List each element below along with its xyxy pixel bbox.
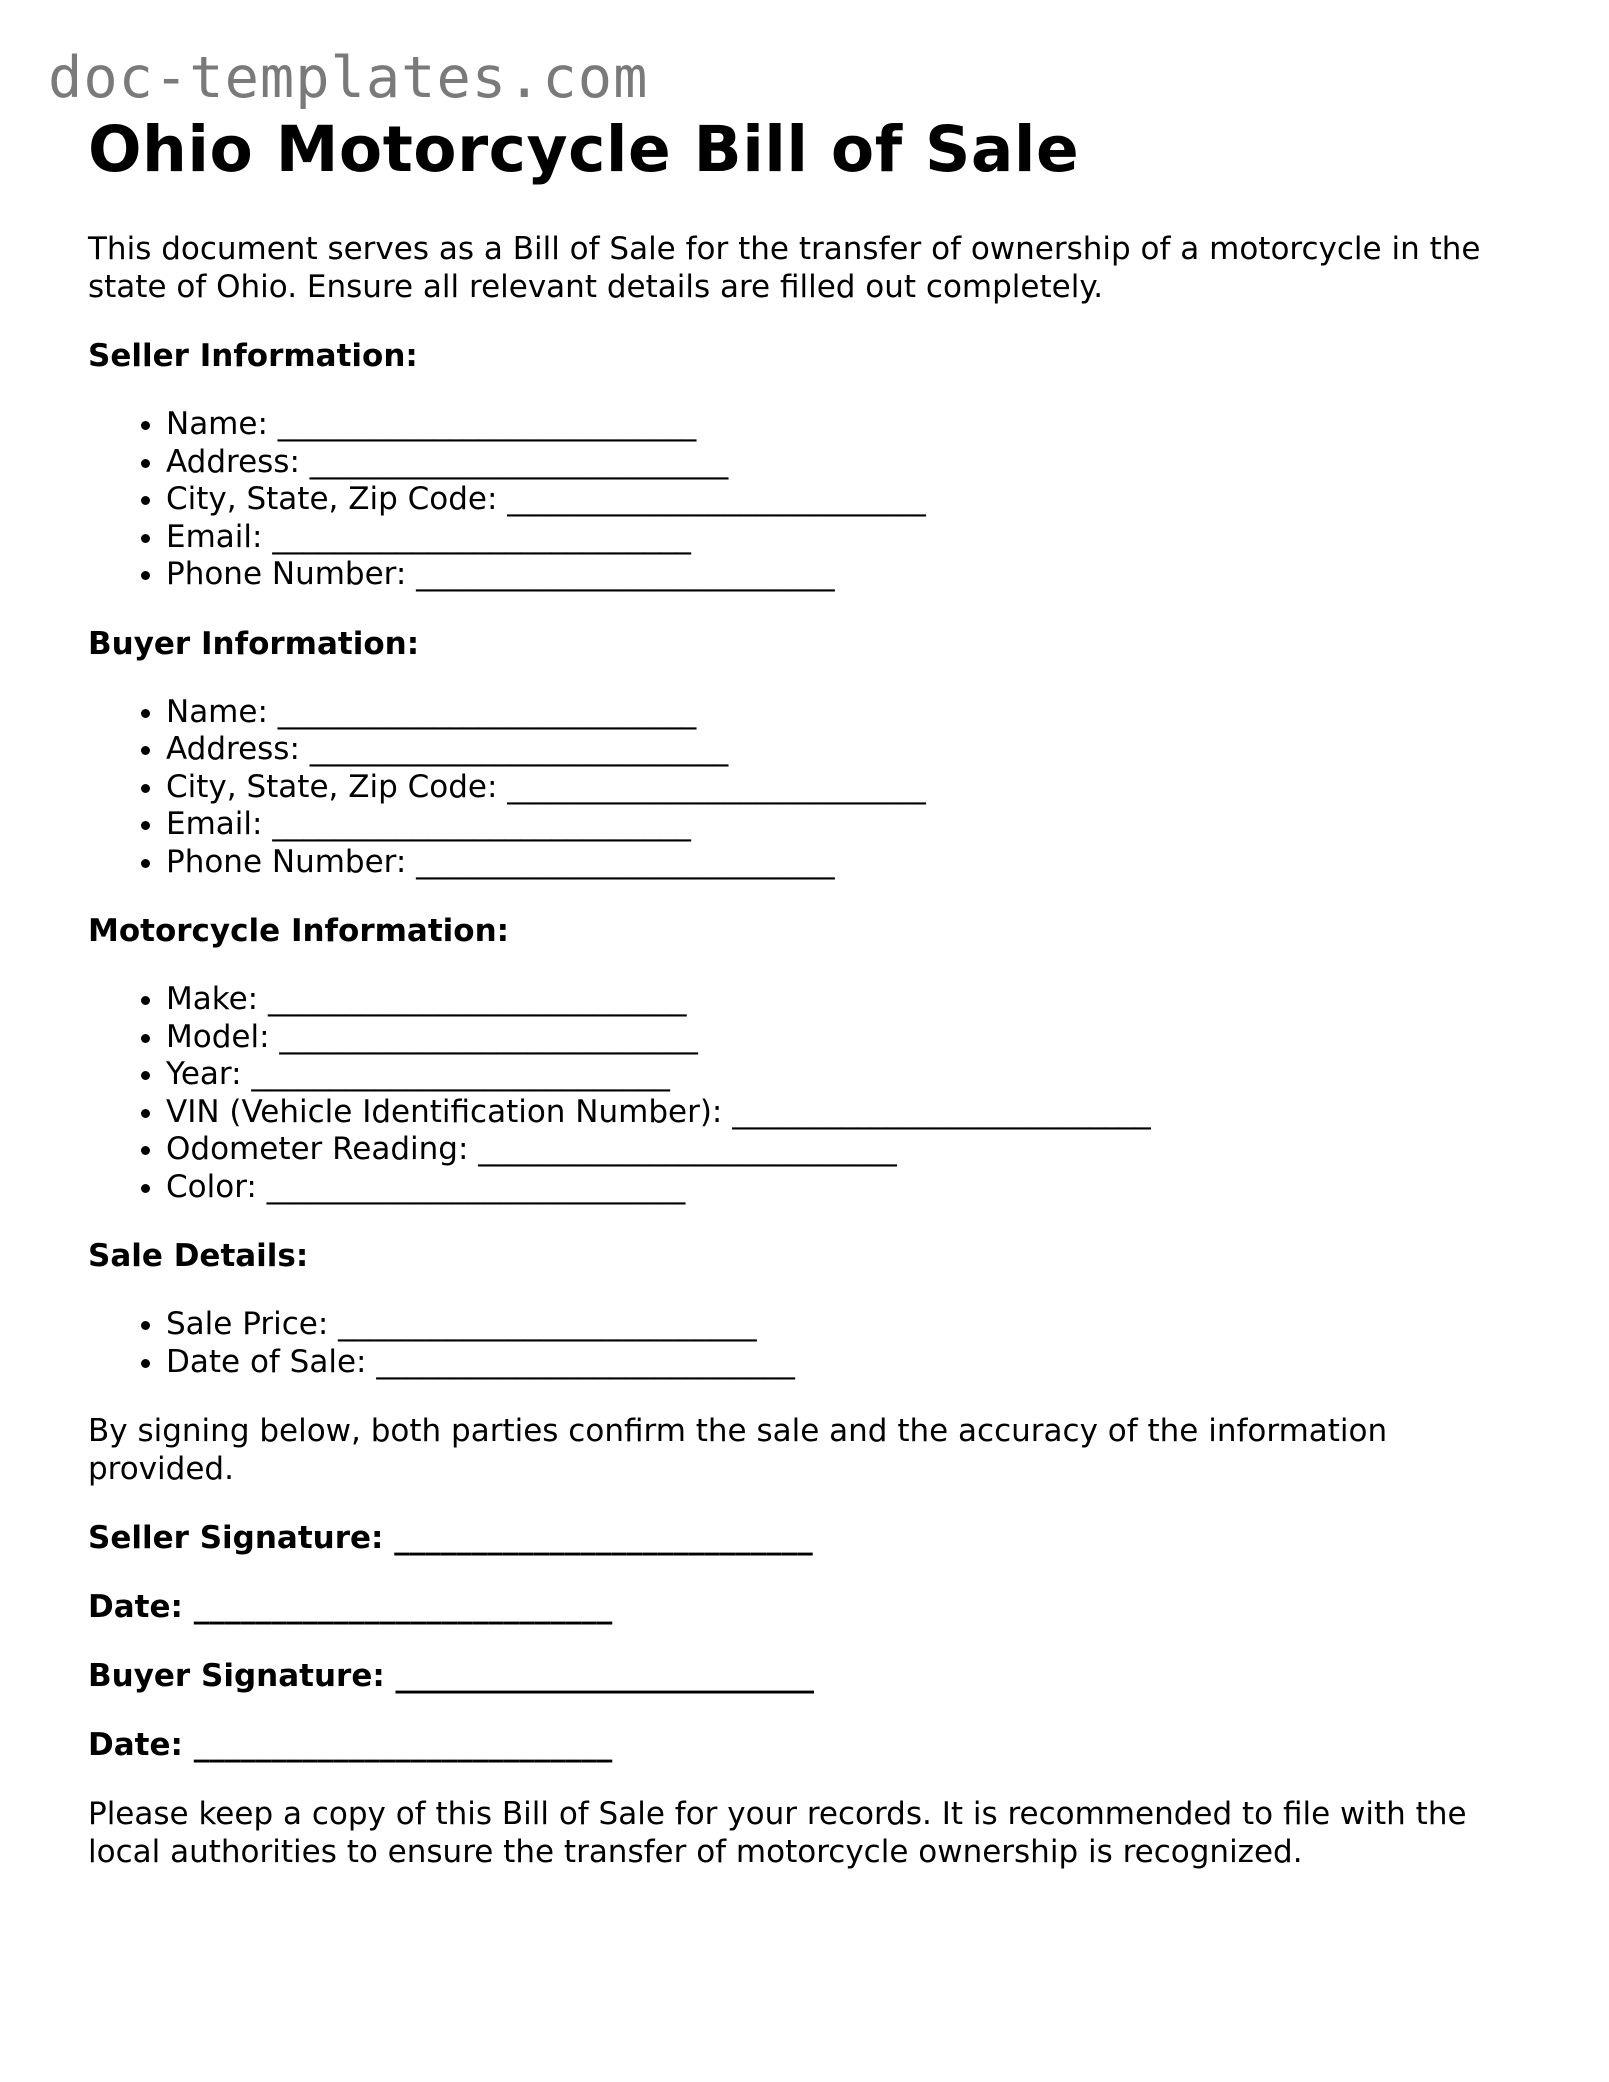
- confirmation-paragraph: By signing below, both parties confirm the sale and the accuracy of the information provided.: [88, 1413, 1388, 1487]
- buyer-city-state-zip-field[interactable]: [166, 769, 1528, 807]
- fill-blank: ___________________________: [193, 1727, 613, 1763]
- field-label: Address:: [166, 731, 300, 767]
- buyer-signature-line[interactable]: [88, 1657, 1528, 1695]
- buyer-signature-label: Buyer Signature:: [88, 1658, 385, 1694]
- buyer-date-line[interactable]: [88, 1726, 1528, 1764]
- buyer-phone-field[interactable]: [166, 844, 1528, 882]
- seller-city-state-zip-field[interactable]: [166, 481, 1528, 519]
- seller-date-label: Date:: [88, 1589, 183, 1625]
- fill-blank: ___________________________: [478, 1131, 897, 1167]
- watermark: doc-templates.com: [48, 45, 649, 111]
- motorcycle-make-field[interactable]: [166, 981, 1528, 1019]
- motorcycle-vin-field[interactable]: [166, 1094, 1528, 1132]
- fill-blank: ___________________________: [338, 1306, 757, 1342]
- fill-blank: ___________________________: [732, 1093, 1151, 1130]
- field-label: City, State, Zip Code:: [166, 481, 498, 517]
- fill-blank: ___________________________: [266, 1168, 686, 1205]
- field-label: City, State, Zip Code:: [166, 768, 498, 805]
- buyer-email-field[interactable]: [166, 806, 1528, 844]
- sale-price-field[interactable]: [166, 1306, 1528, 1344]
- fill-blank: ___________________________: [193, 1589, 613, 1625]
- seller-heading: Seller Information:: [88, 338, 418, 374]
- sale-date-field[interactable]: [166, 1344, 1528, 1382]
- page-title: Ohio Motorcycle Bill of Sale: [88, 113, 1080, 186]
- motorcycle-color-field[interactable]: [166, 1169, 1528, 1207]
- buyer-name-field[interactable]: [166, 694, 1528, 732]
- sale-fields: [88, 1306, 1528, 1381]
- field-label: Phone Number:: [166, 843, 407, 880]
- motorcycle-fields: [88, 981, 1528, 1206]
- field-label: Address:: [166, 443, 300, 480]
- seller-signature-line[interactable]: [88, 1519, 1528, 1557]
- field-label: Sale Price:: [166, 1306, 329, 1342]
- closing-paragraph: Please keep a copy of this Bill of Sale for your records. It is recommended to file with the local authorities to ensure the transfer of motorcycle ownership is recognized.: [88, 1796, 1467, 1870]
- buyer-heading: Buyer Information:: [88, 625, 420, 662]
- fill-blank: ___________________________: [272, 518, 691, 555]
- fill-blank: ___________________________: [277, 693, 697, 730]
- field-label: Email:: [166, 806, 263, 842]
- intro-paragraph: This document serves as a Bill of Sale for the transfer of ownership of a motorcycle in the state of Ohio. Ensure all relevant details are filled out completely.: [88, 231, 1481, 305]
- motorcycle-odometer-field[interactable]: [166, 1131, 1528, 1169]
- fill-blank: ___________________________: [376, 1343, 795, 1380]
- fill-blank: ___________________________: [267, 981, 687, 1017]
- seller-name-field[interactable]: [166, 406, 1528, 444]
- field-label: Model:: [166, 1018, 270, 1055]
- motorcycle-heading: Motorcycle Information:: [88, 913, 510, 949]
- field-label: Phone Number:: [166, 556, 407, 592]
- field-label: Date of Sale:: [166, 1343, 367, 1380]
- seller-email-field[interactable]: [166, 519, 1528, 557]
- fill-blank: ___________________________: [416, 556, 835, 592]
- seller-address-field[interactable]: [166, 444, 1528, 482]
- field-label: Email:: [166, 518, 263, 555]
- fill-blank: ___________________________: [277, 406, 697, 442]
- seller-date-line[interactable]: [88, 1588, 1528, 1626]
- fill-blank: ___________________________: [251, 1056, 670, 1092]
- field-label: Name:: [166, 693, 268, 730]
- motorcycle-year-field[interactable]: [166, 1056, 1528, 1094]
- field-label: VIN (Vehicle Identification Number):: [166, 1093, 723, 1130]
- buyer-fields: [88, 694, 1528, 882]
- fill-blank: ___________________________: [507, 481, 926, 517]
- fill-blank: ___________________________: [416, 843, 835, 880]
- seller-fields: [88, 406, 1528, 594]
- field-label: Color:: [166, 1168, 257, 1205]
- buyer-date-label: Date:: [88, 1727, 183, 1763]
- motorcycle-model-field[interactable]: [166, 1019, 1528, 1057]
- field-label: Odometer Reading:: [166, 1131, 469, 1167]
- sale-heading: Sale Details:: [88, 1238, 309, 1274]
- fill-blank: ___________________________: [279, 1018, 698, 1055]
- field-label: Make:: [166, 981, 259, 1017]
- fill-blank: ___________________________: [395, 1658, 815, 1694]
- field-label: Name:: [166, 406, 268, 442]
- document-page: [88, 112, 1528, 1871]
- field-label: Year:: [166, 1056, 242, 1092]
- fill-blank: ___________________________: [507, 768, 926, 805]
- seller-signature-label: Seller Signature:: [88, 1520, 384, 1556]
- buyer-address-field[interactable]: [166, 731, 1528, 769]
- seller-phone-field[interactable]: [166, 556, 1528, 594]
- fill-blank: ___________________________: [272, 806, 691, 842]
- fill-blank: ___________________________: [309, 731, 729, 767]
- fill-blank: ___________________________: [309, 443, 729, 480]
- fill-blank: ___________________________: [394, 1520, 813, 1556]
